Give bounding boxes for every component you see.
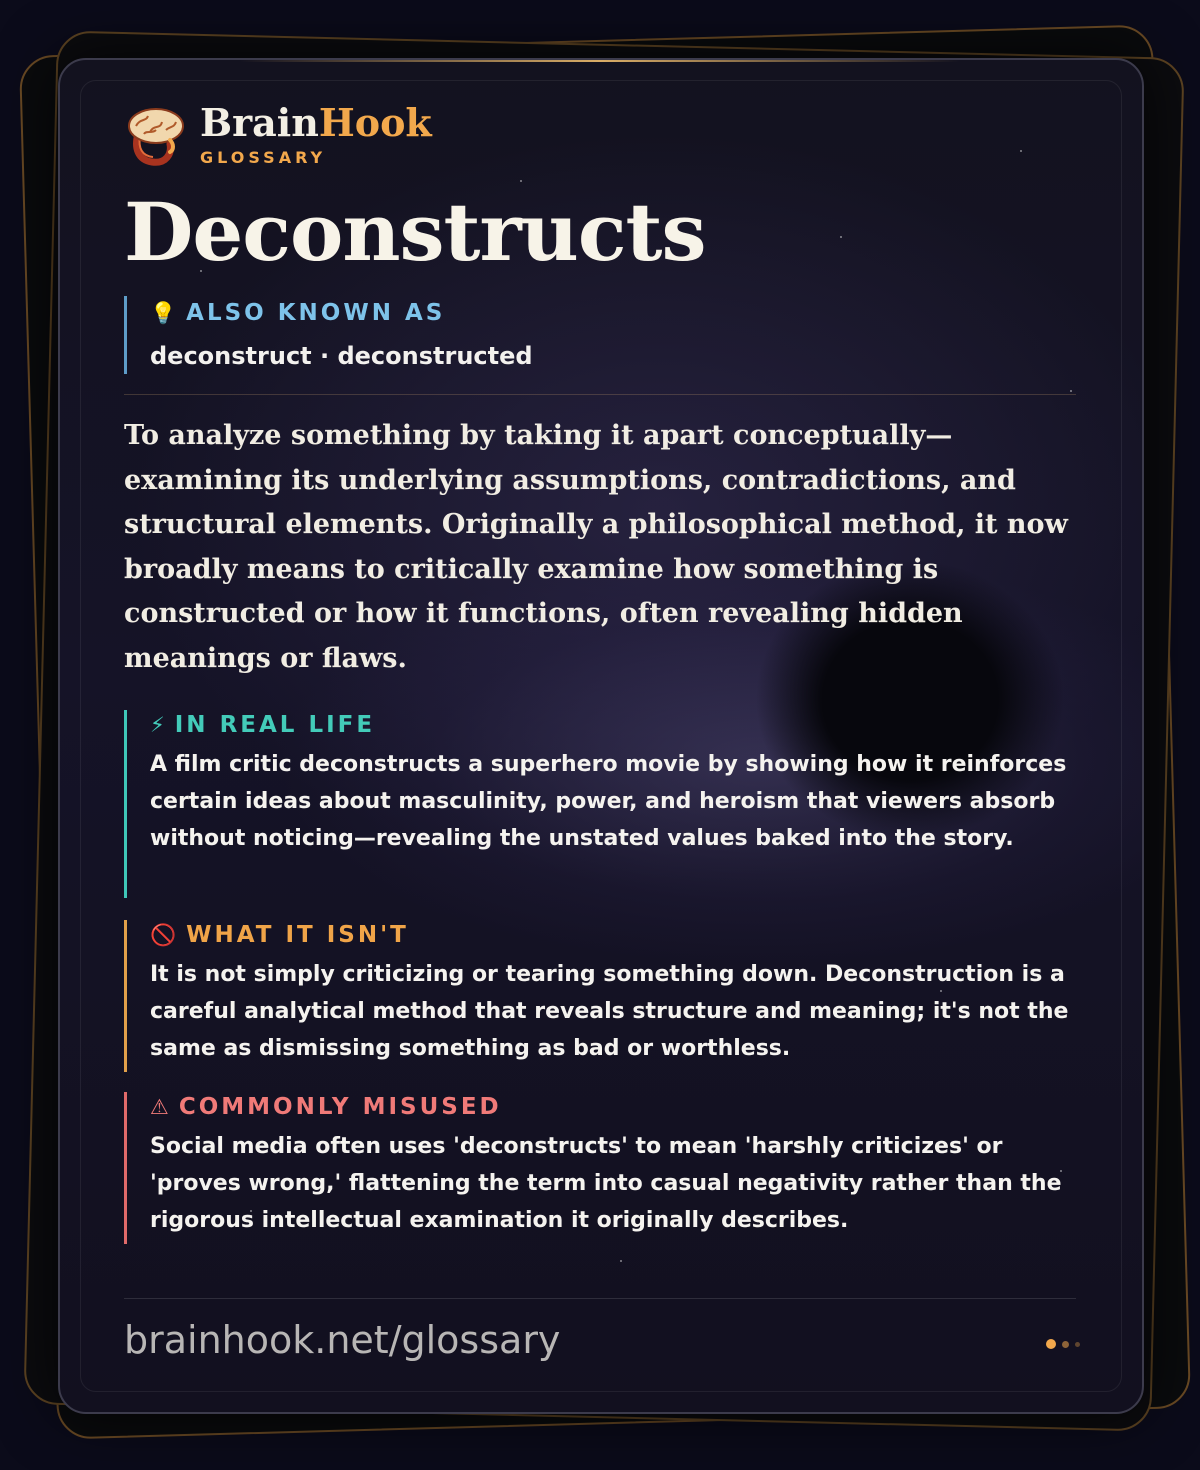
dot-active — [1046, 1339, 1056, 1349]
commonly-misused-heading: ⚠ COMMONLY MISUSED — [150, 1094, 502, 1120]
no-entry-icon: 🚫 — [150, 922, 177, 947]
warning-icon: ⚠ — [150, 1095, 169, 1119]
in-real-life-text: A film critic deconstructs a superhero movie by showing how it reinforces certain ideas about masculinity, power, and heroism that viewers absorb without noticing—revealing the unstated values baked into the story. — [150, 752, 1067, 851]
glossary-card — [58, 58, 1144, 1414]
lightbulb-icon: 💡 — [150, 300, 177, 325]
brain-hook-icon — [126, 104, 186, 166]
also-known-as-block — [124, 296, 1080, 374]
page-dots — [1040, 1339, 1080, 1349]
footer-url: brainhook.net/glossary — [124, 1318, 561, 1362]
what-it-isnt-text: It is not simply criticizing or tearing something down. Deconstruction is a careful analytical method that reveals structure and meaning; it's not the same as dismissing something as bad or worthless. — [150, 962, 1069, 1061]
what-it-isnt-heading: 🚫 WHAT IT ISN'T — [150, 922, 409, 948]
dot — [1062, 1341, 1069, 1348]
lightning-icon: ⚡ — [150, 713, 165, 737]
in-real-life-heading: ⚡ IN REAL LIFE — [150, 712, 376, 738]
footer-divider — [124, 1298, 1076, 1299]
brand-subtitle: GLOSSARY — [200, 148, 327, 167]
also-known-as-values: deconstruct · deconstructed — [150, 342, 533, 370]
what-it-isnt-block — [124, 920, 1090, 1072]
term-title: Deconstructs — [124, 185, 706, 279]
also-known-as-heading: 💡 ALSO KNOWN AS — [150, 300, 446, 326]
commonly-misused-text: Social media often uses 'deconstructs' to mean 'harshly criticizes' or 'proves wrong,' flattening the term into casual negativity rather than the rigorous intellectual examination it originally describes. — [150, 1134, 1062, 1233]
brand-logo — [126, 100, 432, 167]
dot — [1075, 1342, 1080, 1347]
commonly-misused-block — [124, 1092, 1090, 1244]
in-real-life-block — [124, 710, 1090, 898]
definition-text: To analyze something by taking it apart conceptually—examining its underlying assumptions, contradictions, and structural elements. Originally a philosophical method, it now broadly means to critically examine how something is constructed or how it functions, often revealing hidden meanings or flaws. — [124, 420, 1068, 674]
card-top-glow — [240, 60, 960, 62]
divider — [124, 394, 1076, 395]
brand-name: BrainHook — [200, 100, 432, 145]
